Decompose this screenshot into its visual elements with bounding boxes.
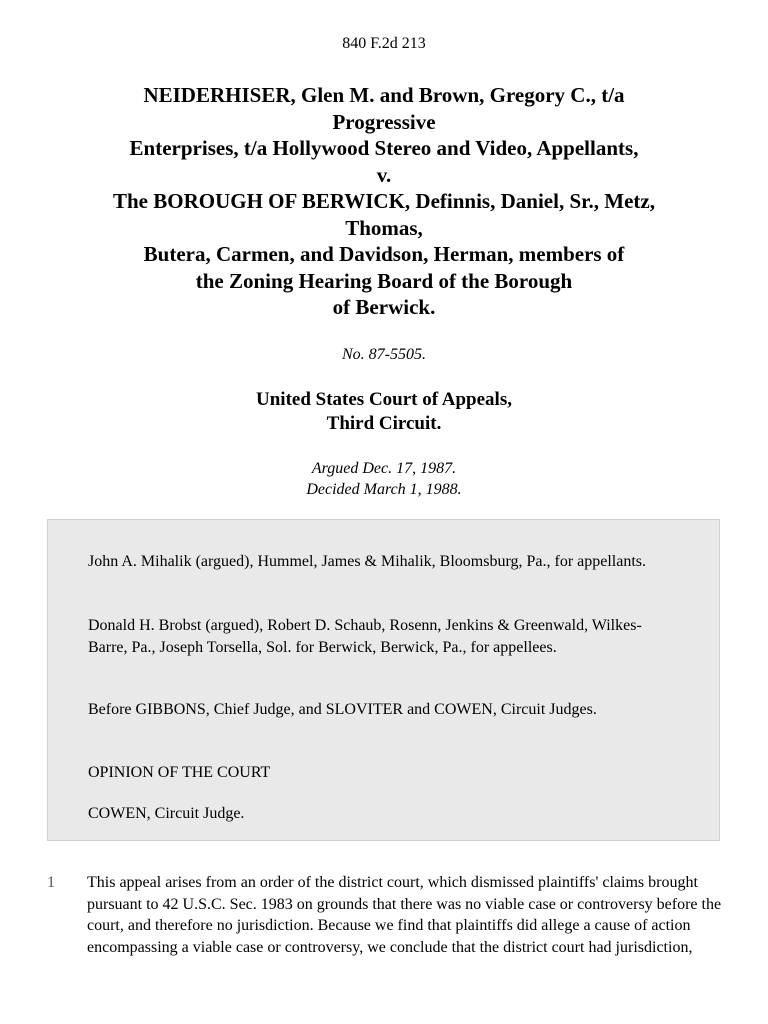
- caption-line: Progressive: [332, 109, 436, 134]
- caption-line: Butera, Carmen, and Davidson, Herman, members of: [143, 242, 625, 266]
- panel-judges: Before GIBBONS, Chief Judge, and SLOVITER and COWEN, Circuit Judges.: [88, 701, 597, 718]
- court-name: [0, 388, 768, 436]
- caption-line: The BOROUGH OF BERWICK, Definnis, Daniel, Sr., Metz,: [113, 189, 655, 213]
- caption-line: Enterprises, t/a Hollywood Stereo and Video, Appellants,: [129, 136, 639, 160]
- case-caption: [40, 82, 728, 321]
- caption-line: Thomas,: [345, 215, 423, 240]
- court-name-line: United States Court of Appeals,: [256, 389, 512, 410]
- decided-date: Decided March 1, 1988.: [306, 481, 462, 498]
- opinion-heading: OPINION OF THE COURT: [88, 764, 271, 781]
- caption-line: of Berwick.: [332, 295, 436, 319]
- caption-line: the Zoning Hearing Board of the Borough: [195, 268, 573, 293]
- court-circuit-line: Third Circuit.: [326, 413, 442, 434]
- appellees-counsel: Donald H. Brobst (argued), Robert D. Schaub, Rosenn, Jenkins & Greenwald, Wilkes-Barre, Pa., Joseph Torsella, Sol. for Berwick, Berwick, Pa., for appellees.: [88, 617, 642, 656]
- counsel-box: [47, 519, 720, 841]
- docket-number: No. 87-5505.: [342, 346, 426, 363]
- case-dates: [0, 458, 768, 500]
- paragraph-text: This appeal arises from an order of the district court, which dismissed plaintiffs' claims brought pursuant to 42 U.S.C. Sec. 1983 on grounds that there was no viable case or controversy before the court, and therefore no jurisdiction. Because we find that plaintiffs did allege a cause of action encompassing a viable case or controversy, we conclude that the district court had jurisdiction,: [87, 874, 722, 956]
- opinion-author: COWEN, Circuit Judge.: [88, 805, 245, 822]
- argued-date: Argued Dec. 17, 1987.: [311, 460, 457, 477]
- case-citation: 840 F.2d 213: [342, 35, 426, 52]
- appellants-counsel: John A. Mihalik (argued), Hummel, James & Mihalik, Bloomsburg, Pa., for appellants.: [88, 553, 647, 570]
- caption-line: v.: [376, 162, 392, 187]
- paragraph-number: 1: [47, 874, 55, 891]
- caption-line: NEIDERHISER, Glen M. and Brown, Gregory C., t/a: [143, 83, 625, 107]
